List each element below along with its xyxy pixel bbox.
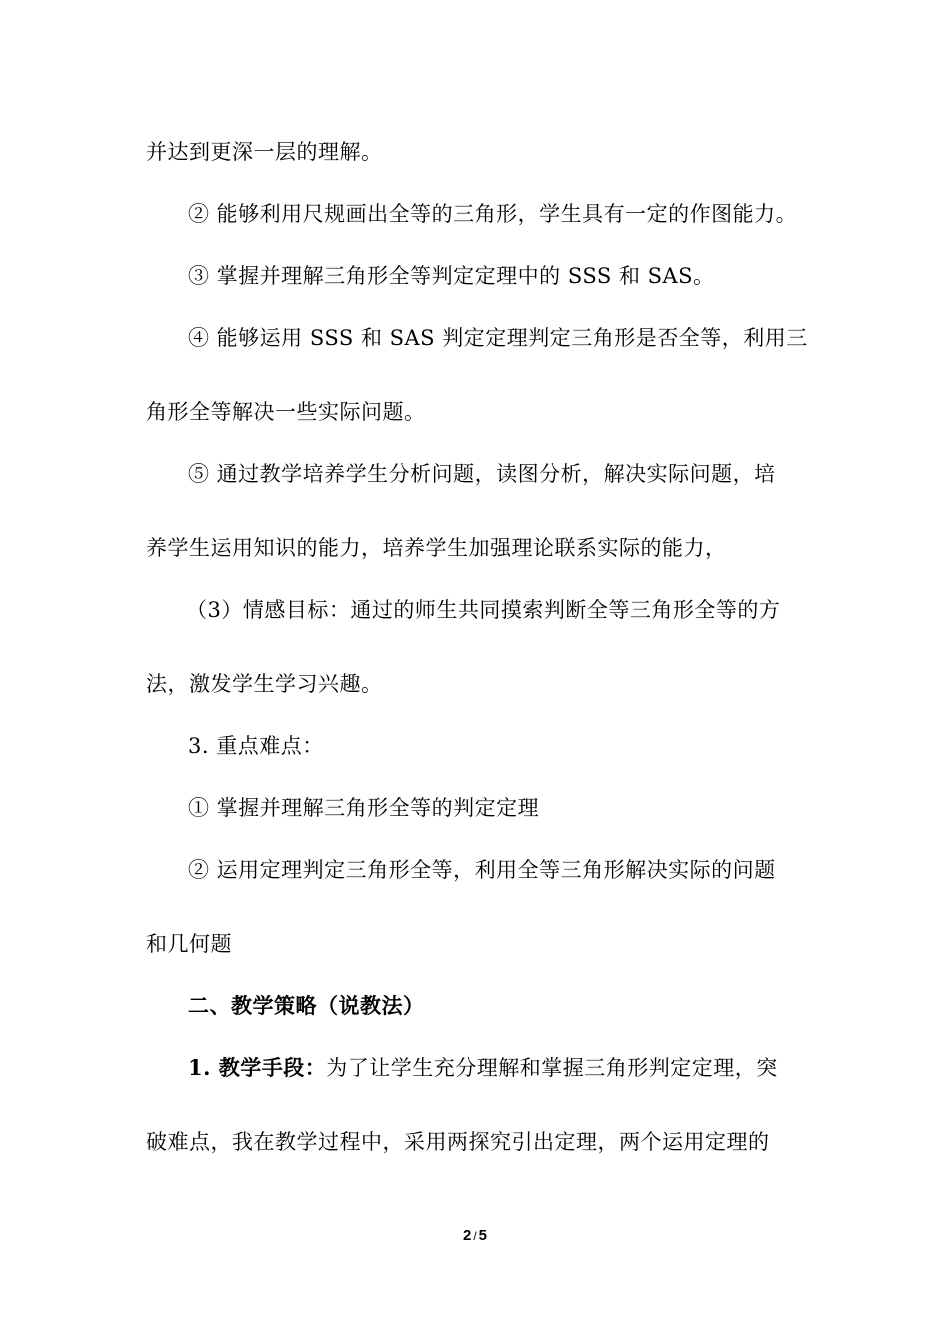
text-line-15 — [188, 1054, 778, 1082]
section-heading: 二、教学策略（说教法） — [188, 993, 425, 1018]
text-line-4: ④ 能够运用 SSS 和 SAS 判定定理判定三角形是否全等，利用三 — [188, 326, 808, 350]
text-line-12: ② 运用定理判定三角形全等，利用全等三角形解决实际的问题 — [188, 858, 776, 882]
text-line-10: 3. 重点难点： — [188, 734, 324, 758]
text-line-8: （3）情感目标：通过的师生共同摸索判断全等三角形全等的方 — [186, 598, 781, 622]
text-line-1: 并达到更深一层的理解。 — [146, 140, 383, 164]
text-line-13: 和几何题 — [146, 932, 232, 956]
total-pages: 5 — [478, 1227, 488, 1244]
text-line-2: ② 能够利用尺规画出全等的三角形，学生具有一定的作图能力。 — [188, 202, 798, 226]
text-line-9: 法，激发学生学习兴趣。 — [146, 672, 383, 696]
page-separator: / — [473, 1229, 477, 1243]
page-number — [0, 1226, 950, 1246]
text-line-5: 角形全等解决一些实际问题。 — [146, 400, 426, 424]
text-line-11: ① 掌握并理解三角形全等的判定定理 — [188, 796, 540, 820]
text-line-15-body: 为了让学生充分理解和掌握三角形判定定理，突 — [326, 1056, 778, 1080]
current-page: 2 — [462, 1227, 472, 1244]
text-line-6: ⑤ 通过教学培养学生分析问题，读图分析，解决实际问题，培 — [188, 462, 776, 486]
text-line-3: ③ 掌握并理解三角形全等判定定理中的 SSS 和 SAS。 — [188, 264, 715, 288]
text-line-16: 破难点，我在教学过程中，采用两探究引出定理，两个运用定理的 — [146, 1130, 770, 1154]
bold-label: 1. 教学手段： — [188, 1055, 327, 1080]
text-line-7: 养学生运用知识的能力，培养学生加强理论联系实际的能力， — [146, 536, 727, 560]
